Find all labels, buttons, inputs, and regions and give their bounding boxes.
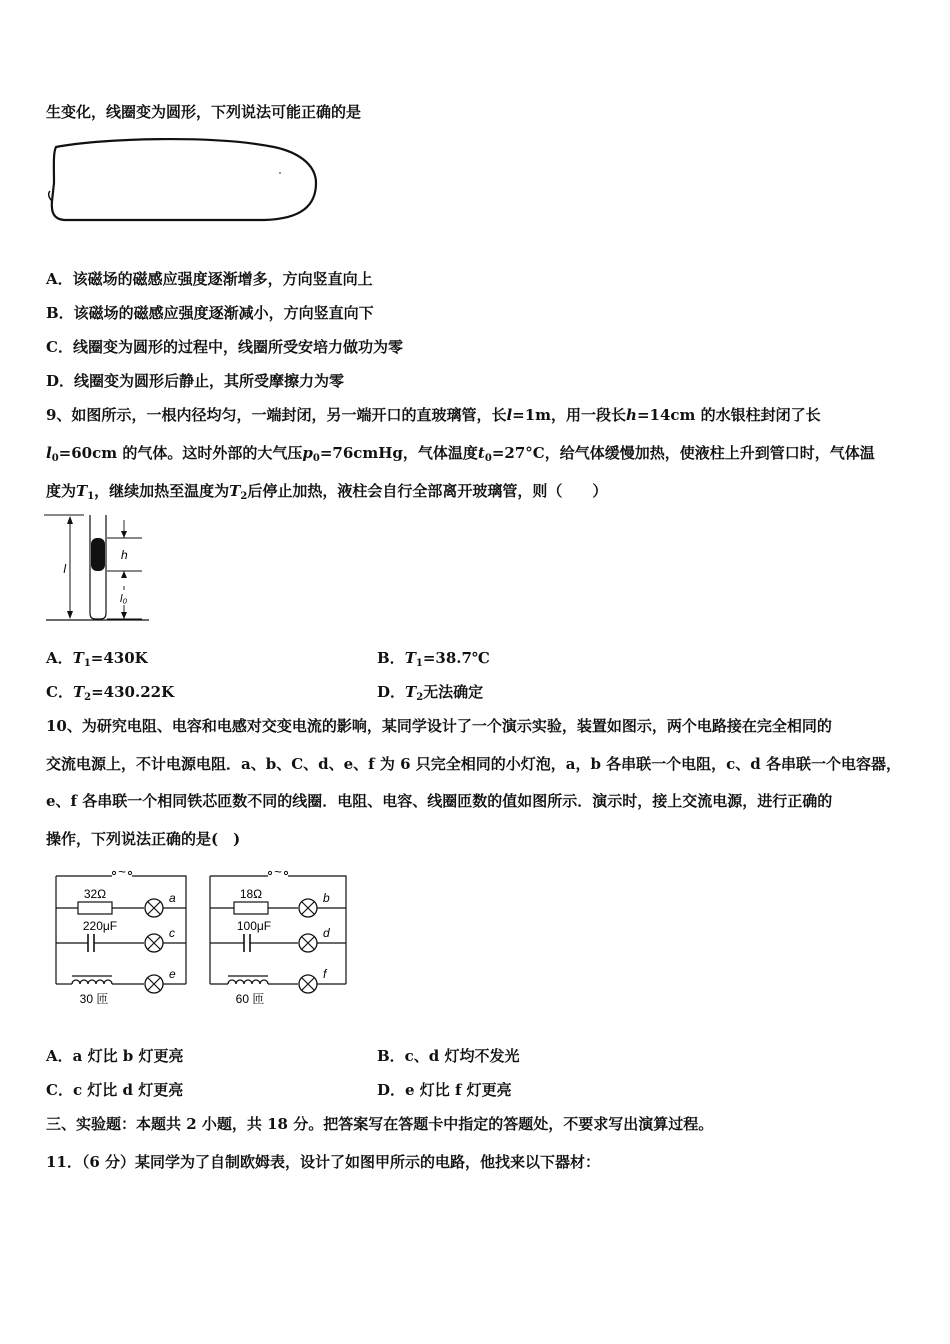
q9-option-d: D．$T_2$无法确定 xyxy=(377,683,484,703)
q8-intro: 生变化，线圈变为圆形，下列说法可能正确的是 xyxy=(46,103,362,121)
resistor-left xyxy=(78,902,112,914)
coil-right xyxy=(228,980,268,984)
q10-option-b: B．c、d 灯均不发光 xyxy=(377,1047,520,1065)
q8-option-a: A．该磁场的磁感应强度逐渐增多，方向竖直向上 xyxy=(46,270,373,288)
q11-intro: 11．（6 分）某同学为了自制欧姆表，设计了如图甲所示的电路，他找来以下器材： xyxy=(46,1153,601,1171)
label-h: h xyxy=(121,548,128,562)
q9-option-b: B．$T_1=38.7℃$ xyxy=(377,649,490,669)
label-l: l xyxy=(63,562,66,576)
resistor-right xyxy=(234,902,268,914)
lamp-b-label: b xyxy=(323,891,330,905)
circuit-left xyxy=(52,864,192,1009)
section-3-heading: 三、实验题：本题共 2 小题，共 18 分。把答案写在答题卡中指定的答题处，不要求写出演算过程。 xyxy=(46,1115,714,1133)
q10-line-2: 交流电源上，不计电源电阻．a、b、C、d、e、f 为 6 只完全相同的小灯泡，a，b 各串联一个电阻，c、d 各串联一个电容器， xyxy=(46,755,902,773)
lamp-e-label: e xyxy=(169,967,176,981)
lamp-a-label: a xyxy=(169,891,176,905)
q9-line-3: 度为$T_1$，继续加热至温度为$T_2$后停止加热，液柱会自行全部离开玻璃管，则（ ） xyxy=(46,482,608,502)
q8-option-c: C．线圈变为圆形的过程中，线圈所受安培力做功为零 xyxy=(46,338,403,356)
q10-line-4: 操作，下列说法正确的是( ) xyxy=(46,830,241,848)
q9-option-c: C．$T_2=430.22K$ xyxy=(46,683,175,703)
q10-option-a: A．a 灯比 b 灯更亮 xyxy=(46,1047,184,1065)
ac-source-right: ~ xyxy=(274,864,282,879)
q10-option-d: D．e 灯比 f 灯更亮 xyxy=(377,1081,512,1099)
circuit-right xyxy=(206,864,351,1009)
resistor-right-value: 18Ω xyxy=(239,887,263,901)
resistor-left-value: 32Ω xyxy=(83,887,107,901)
ac-source-left: ~ xyxy=(118,864,126,879)
coil-loop xyxy=(52,139,316,220)
q10-option-c: C．c 灯比 d 灯更亮 xyxy=(46,1081,184,1099)
q8-option-b: B．该磁场的磁感应强度逐渐减小，方向竖直向下 xyxy=(46,304,374,322)
lamp-d-label: d xyxy=(323,926,330,940)
capacitor-right-value: 100μF xyxy=(236,919,272,933)
mercury-column xyxy=(91,538,105,571)
q9-line-1: 9、如图所示，一根内径均匀，一端封闭，另一端开口的直玻璃管，长l=1m，用一段长h=14cm 的水银柱封闭了长 xyxy=(46,406,821,424)
capacitor-left-value: 220μF xyxy=(82,919,118,933)
glass-tube-figure xyxy=(44,512,154,624)
q8-option-d: D．线圈变为圆形后静止，其所受摩擦力为零 xyxy=(46,372,345,390)
q10-line-1: 10、为研究电阻、电容和电感对交变电流的影响，某同学设计了一个演示实验，装置如图示，两个电路接在完全相同的 xyxy=(46,717,832,735)
coil-left xyxy=(72,980,112,984)
q9-option-a: A．$T_1=430K$ xyxy=(46,649,148,669)
q10-line-3: e、f 各串联一个相同铁芯匝数不同的线圈．电阻、电容、线圈匝数的值如图所示．演示时，接上交流电源，进行正确的 xyxy=(46,792,833,810)
coil-loop-figure xyxy=(44,135,324,230)
label-l0: l₀ xyxy=(120,593,128,605)
lamp-c-label: c xyxy=(169,926,175,940)
coil-right-turns: 60 匝 xyxy=(235,992,265,1006)
lamp-f-label: f xyxy=(323,967,327,981)
coil-left-turns: 30 匝 xyxy=(79,992,109,1006)
q9-line-2: $l_0=60cm$ 的气体。这时外部的大气压$p_0=76cmHg$，气体温度$t_0=27^\circ C$，给气体缓慢加热，使液柱上升到管口时，气体温 xyxy=(46,444,875,464)
